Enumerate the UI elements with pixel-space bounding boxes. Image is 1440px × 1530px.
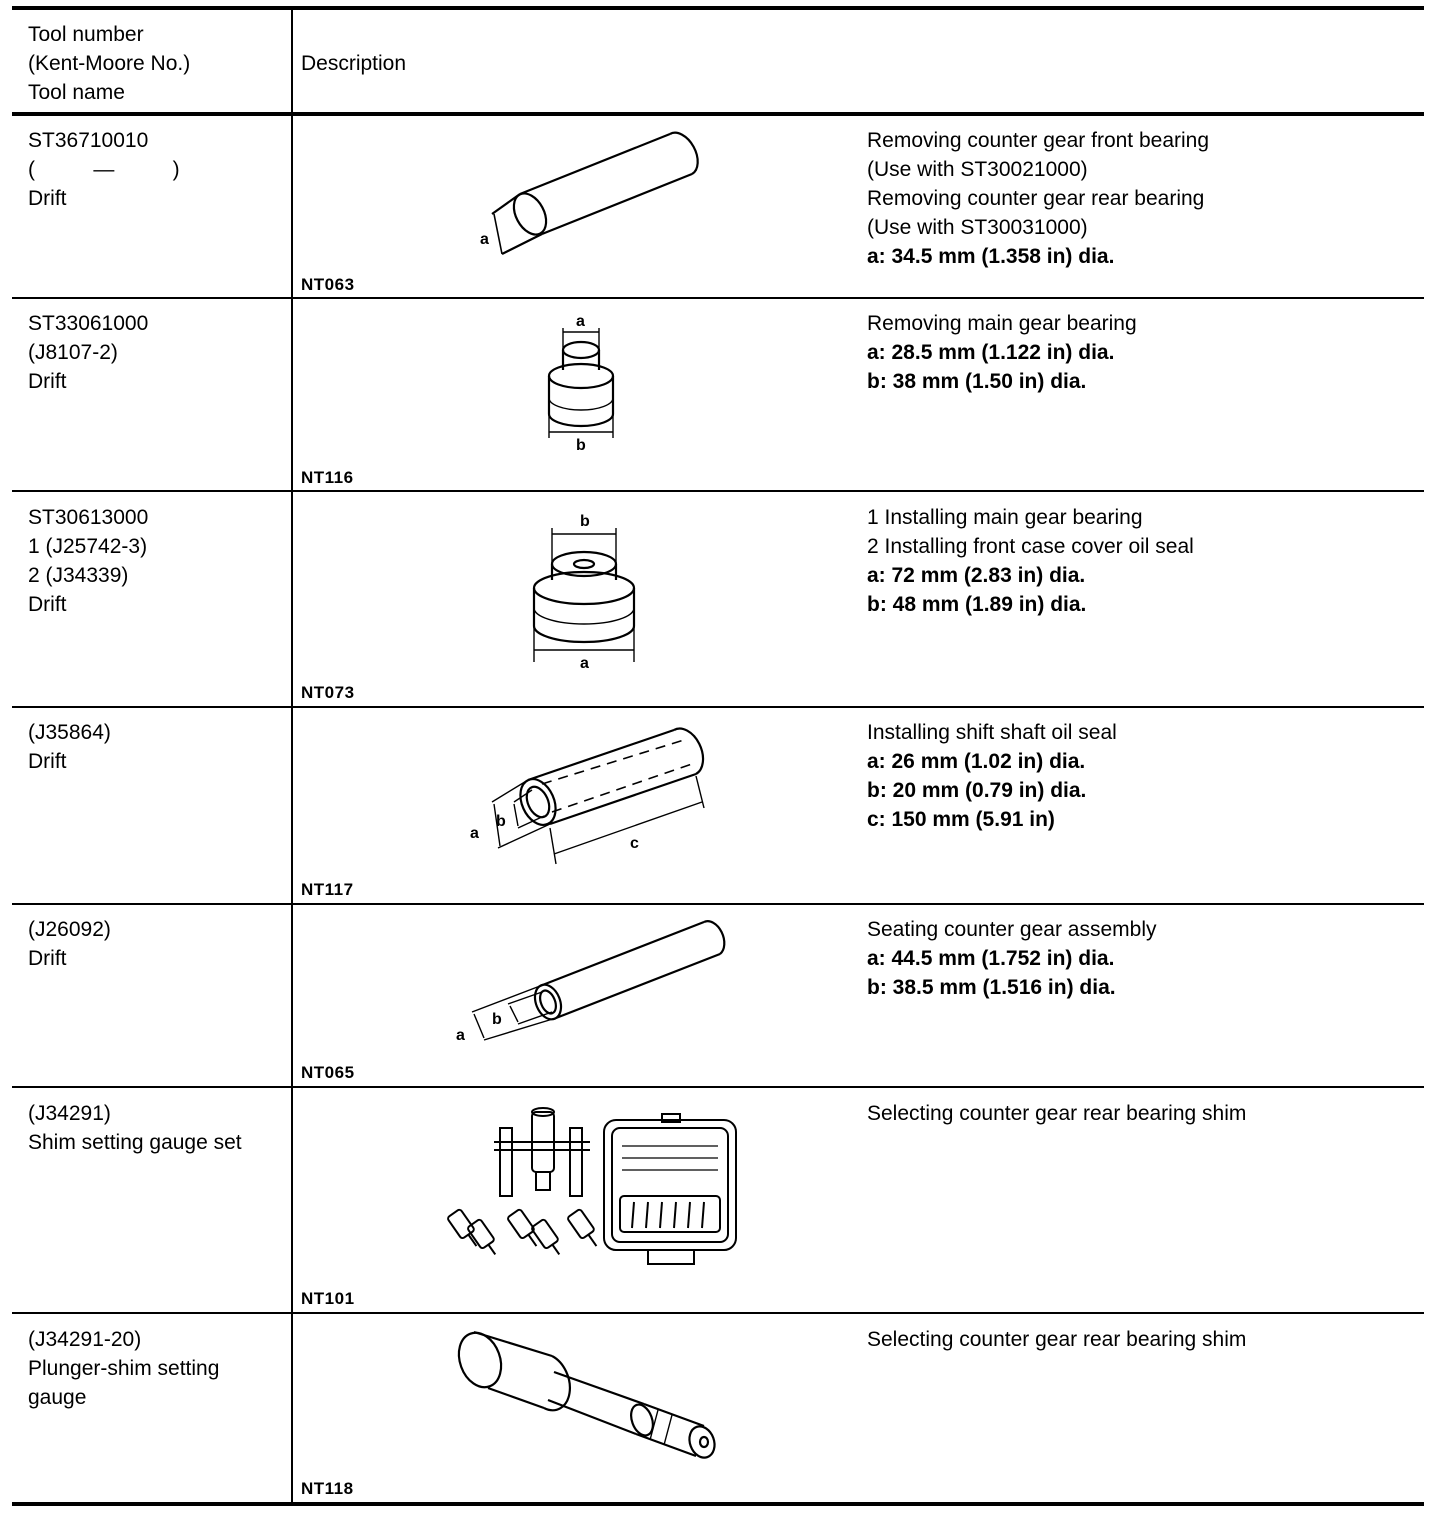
wide-stepped-drift-illustration (518, 504, 648, 674)
spec-a: a: 44.5 mm (1.752 in) dia. (867, 947, 1115, 970)
row-1-description: Removing counter gear front bearing (Use with ST30021000) Removing counter gear rear bearing (Use with ST30031000) a: 34.5 mm (1.358 in) dia. (867, 126, 1417, 271)
row-7-description: Selecting counter gear rear bearing shim (867, 1328, 1247, 1351)
tool-name-cont: gauge (28, 1386, 87, 1409)
header-description-column: Description (301, 52, 407, 75)
gauge-set-with-case-illustration (422, 1102, 742, 1272)
kent-moore-number: (J35864) (28, 721, 111, 744)
row-divider (12, 1312, 1424, 1314)
row-3-tool (28, 503, 148, 619)
spec-a: a: 26 mm (1.02 in) dia. (867, 750, 1086, 773)
row-2-description: Removing main gear bearing a: 28.5 mm (1.122 in) dia. b: 38 mm (1.50 in) dia. (867, 309, 1417, 396)
dimension-label-b: b (580, 513, 590, 530)
dimension-label-a: a (470, 825, 479, 842)
kent-moore-number: (J34291) (28, 1102, 111, 1125)
row-divider (12, 706, 1424, 708)
table-top-rule (12, 6, 1424, 10)
table-bottom-rule (12, 1502, 1424, 1506)
spec-a: a: 34.5 mm (1.358 in) dia. (867, 245, 1115, 268)
row-6-description: Selecting counter gear rear bearing shim (867, 1102, 1247, 1125)
figure-code: NT063 (301, 275, 355, 294)
tool-name: Drift (28, 750, 67, 773)
spec-c: c: 150 mm (5.91 in) (867, 808, 1055, 831)
dimension-label-a: a (456, 1027, 465, 1044)
tool-name: Shim setting gauge set (28, 1131, 242, 1154)
tool-number: ST30613000 (28, 506, 149, 529)
row-5-tool (28, 915, 111, 973)
kent-moore-number: (J34291-20) (28, 1328, 142, 1351)
tool-number: ST33061000 (28, 312, 149, 335)
figure-code: NT073 (301, 683, 355, 702)
tool-name: Drift (28, 187, 67, 210)
dimension-label-c: c (630, 835, 639, 852)
row-divider (12, 490, 1424, 492)
column-divider (291, 6, 293, 1506)
dimension-label-a: a (480, 231, 489, 248)
tool-name: Drift (28, 947, 67, 970)
long-cylinder-drift-illustration (462, 128, 712, 264)
kent-moore-number-2: 2 (J34339) (28, 564, 129, 587)
figure-code: NT065 (301, 1063, 355, 1082)
row-divider (12, 903, 1424, 905)
row-2-tool (28, 309, 148, 396)
plunger-gauge-illustration (448, 1322, 738, 1472)
tool-number: ST36710010 (28, 129, 149, 152)
row-1-tool (28, 126, 180, 213)
row-divider (12, 297, 1424, 299)
dimension-label-a: a (576, 313, 585, 330)
header-tool-column: Tool number (Kent-Moore No.) Tool name (28, 23, 191, 104)
dimension-label-b: b (492, 1011, 502, 1028)
kent-moore-number: (J8107-2) (28, 341, 118, 364)
tool-name: Drift (28, 593, 67, 616)
spec-b: b: 38.5 mm (1.516 in) dia. (867, 976, 1116, 999)
long-tube-drift-illustration (442, 916, 732, 1046)
row-divider (12, 1086, 1424, 1088)
row-5-description: Seating counter gear assembly a: 44.5 mm (1.752 in) dia. b: 38.5 mm (1.516 in) dia. (867, 915, 1417, 1002)
figure-code: NT117 (301, 880, 354, 899)
spec-b: b: 20 mm (0.79 in) dia. (867, 779, 1087, 802)
figure-code: NT116 (301, 468, 354, 487)
dimension-label-b: b (496, 813, 506, 830)
row-3-description: 1 Installing main gear bearing 2 Installing front case cover oil seal a: 72 mm (2.83 in) dia. b: 48 mm (1.89 in) dia. (867, 503, 1417, 619)
spec-b: b: 48 mm (1.89 in) dia. (867, 593, 1087, 616)
row-7-tool (28, 1325, 219, 1412)
spec-a: a: 28.5 mm (1.122 in) dia. (867, 341, 1115, 364)
kent-moore-number-1: 1 (J25742-3) (28, 535, 148, 558)
tool-name: Plunger-shim setting (28, 1357, 220, 1380)
figure-code: NT118 (301, 1479, 354, 1498)
spec-b: b: 38 mm (1.50 in) dia. (867, 370, 1087, 393)
tool-name: Drift (28, 370, 67, 393)
kent-moore-number: (J26092) (28, 918, 111, 941)
row-6-tool (28, 1099, 242, 1157)
spec-a: a: 72 mm (2.83 in) dia. (867, 564, 1086, 587)
dimension-label-a: a (580, 655, 589, 672)
tube-drift-illustration (452, 718, 712, 868)
row-4-description: Installing shift shaft oil seal a: 26 mm (1.02 in) dia. b: 20 mm (0.79 in) dia. c: 150 mm (5.91 in) (867, 718, 1417, 834)
row-4-tool (28, 718, 111, 776)
header-bottom-rule (12, 112, 1424, 116)
figure-code: NT101 (301, 1289, 355, 1308)
stepped-drift-illustration (538, 310, 624, 456)
dimension-label-b: b (576, 437, 586, 454)
kent-moore-number: ( — ) (28, 158, 180, 181)
